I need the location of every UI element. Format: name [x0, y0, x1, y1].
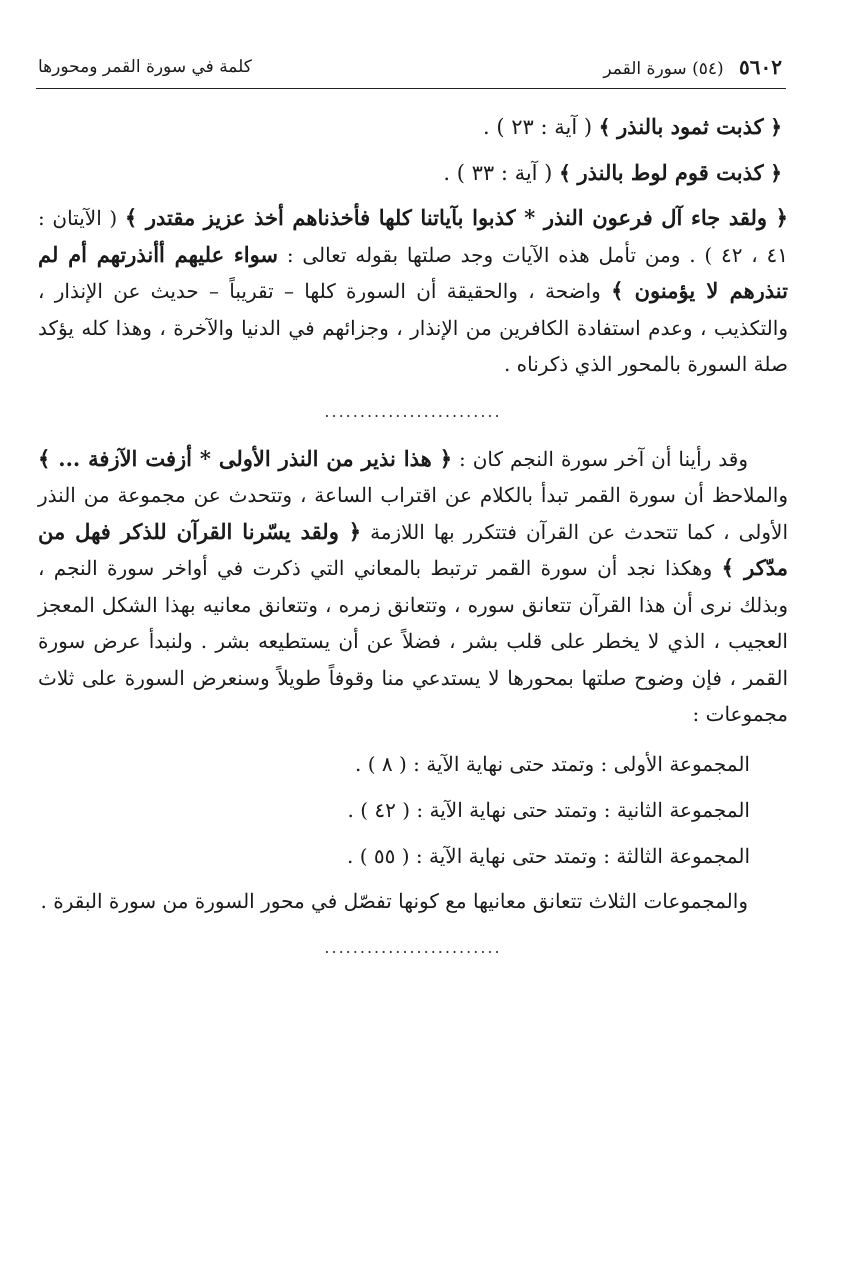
paragraph-text: والملاحظ أن سورة القمر تبدأ بالكلام عن اقتراب الساعة ، وتتحدث عن مجموعة من النذر الأولى ، كما تتحدث عن القرآن فتتكرر بها اللازمة — [38, 483, 789, 544]
section-separator: ......................... — [324, 938, 502, 957]
verse-text: كذبت قوم لوط بالنذر — [577, 160, 764, 185]
quranic-quote: ﴿ ولقد جاء آل فرعون النذر * كذبوا بآياتنا كلها فأخذناهم أخذ عزيز مقتدر ﴾ — [124, 205, 788, 230]
running-title: كلمة في سورة القمر ومحورها — [38, 57, 252, 77]
paragraph-text: وهكذا نجد أن سورة القمر ترتبط بالمعاني التي ذكرت في أواخر سورة النجم ، وبذلك نرى أن هذا القرآن تتعانق سوره ، وتتعانق زمره ، وتتعانق معانيه بهذا الشكل المعجز العجيب ، الذي لا يخطر على قلب بشر ، فضلاً عن أن يستطيعه بشر . ولنبدأ عرض سورة القمر ، فإن وضوح صلتها بمحورها لا يستدعي منا وقوفاً طويلاً وسنعرض السورة على ثلاث مجموعات : — [38, 556, 788, 726]
verse-reference: ( آية : ٢٣ ) . — [483, 115, 593, 139]
paragraph-text: واضحة ، والحقيقة أن السورة كلها – تقريباً – حديث عن الإنذار ، والتكذيب ، وعدم استفادة الكافرين من الإنذار ، وجزائهم في الدنيا والآخرة ، وهذا كله يؤكد صلة السورة بالمحور الذي ذكرناه . — [38, 279, 788, 376]
page-body — [38, 104, 788, 977]
paragraph-text: وقد رأينا أن آخر سورة النجم كان : — [452, 446, 748, 471]
section-separator: ......................... — [324, 401, 502, 421]
page-number: ٥٦٠٢ — [739, 55, 782, 79]
verse-citation: ﴿ كذبت قوم لوط بالنذر ﴾ ( آية : ٣٣ ) . — [443, 160, 782, 185]
paragraph-commentary-3: والمجموعات الثلاث تتعانق معانيها مع كونها تفصّل في محور السورة من سورة البقرة . — [40, 888, 748, 913]
group-item: المجموعة الثالثة : وتمتد حتى نهاية الآية : ( ٥٥ ) . — [347, 843, 750, 868]
group-item: المجموعة الثانية : وتمتد حتى نهاية الآية : ( ٤٢ ) . — [347, 797, 750, 822]
header-right — [603, 55, 782, 79]
group-item: المجموعة الأولى : وتمتد حتى نهاية الآية : ( ٨ ) . — [355, 751, 750, 776]
quranic-quote: ﴿ هذا نذير من النذر الأولى * أزفت الآزفة ... ﴾ — [38, 445, 452, 471]
verse-reference: ( آية : ٣٣ ) . — [443, 161, 553, 185]
quranic-quote: ﴿ ولقد يسّرنا القرآن للذكر فهل من مدّكر ﴾ — [38, 518, 788, 580]
quranic-quote: سواء عليهم أأنذرتهم أم لم تنذرهم لا يؤمنون ﴾ — [38, 241, 788, 303]
header-divider — [36, 88, 786, 89]
verse-text: كذبت ثمود بالنذر — [617, 114, 764, 139]
paragraph-commentary-1 — [38, 200, 788, 383]
running-header — [38, 50, 782, 84]
paragraph-text: ( الآيتان : ٤١ ، ٤٢ ) . ومن تأمل هذه الآيات وجد صلتها بقوله تعالى : — [38, 206, 789, 267]
paragraph-commentary-2 — [38, 441, 788, 733]
verse-citation: ﴿ كذبت ثمود بالنذر ﴾ ( آية : ٢٣ ) . — [483, 114, 782, 139]
surah-reference: (٥٤) سورة القمر — [603, 59, 724, 79]
